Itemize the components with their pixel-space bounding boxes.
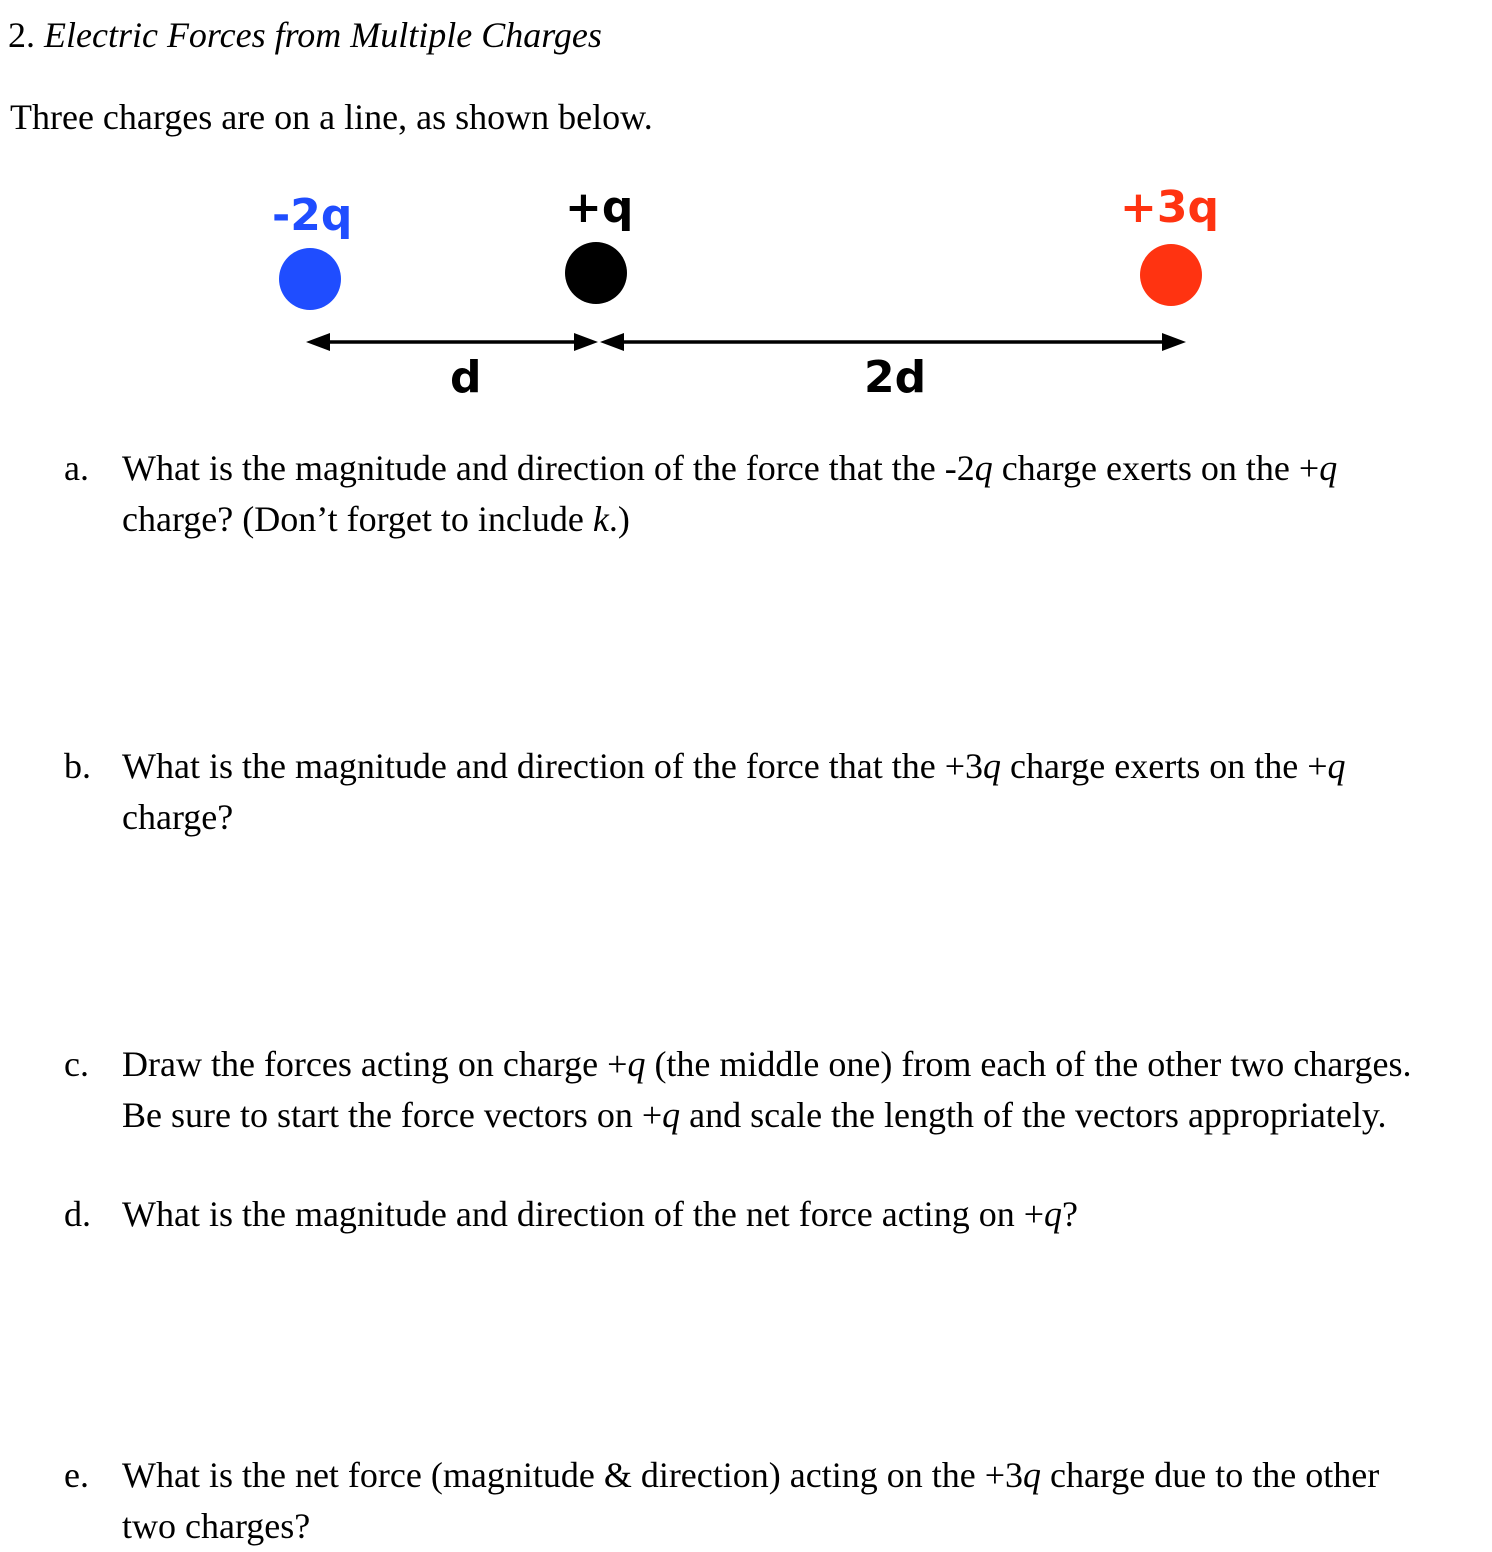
section-number: 2.: [8, 15, 35, 55]
question-letter: a.: [64, 448, 89, 488]
distance-label-2d: 2d: [864, 352, 927, 403]
charge-positive-3q-dot: [1140, 244, 1202, 306]
distance-arrow-2d: [600, 333, 1186, 351]
question-letter: c.: [64, 1044, 89, 1084]
question-text: What is the net force (magnitude & direction) acting on the +3q charge due to the other two charges?: [122, 1455, 1380, 1546]
question-letter: e.: [64, 1455, 89, 1495]
intro-text: Three charges are on a line, as shown below.: [10, 97, 653, 137]
charge-label-positive-q: +q: [565, 182, 634, 233]
charge-negative-2q-dot: [279, 248, 341, 310]
charge-label-negative-2q: -2q: [272, 190, 353, 241]
question-letter: d.: [64, 1194, 91, 1234]
charge-label-positive-3q: +3q: [1120, 182, 1219, 233]
distance-label-d: d: [450, 352, 482, 403]
question-text: What is the magnitude and direction of the net force acting on +q?: [122, 1194, 1078, 1234]
question-text: What is the magnitude and direction of the force that the -2q charge exerts on the +q charge? (Don’t forget to include k.): [122, 448, 1338, 539]
section-title: Electric Forces from Multiple Charges: [44, 15, 602, 55]
question-letter: b.: [64, 746, 91, 786]
distance-arrow-d: [306, 333, 598, 351]
question-text: Draw the forces acting on charge +q (the middle one) from each of the other two charges. Be sure to start the force vectors on +q and scale the length of the vectors appropriately.: [122, 1044, 1412, 1135]
charge-positive-q-dot: [565, 242, 627, 304]
charges-diagram: [0, 0, 1492, 440]
question-text: What is the magnitude and direction of the force that the +3q charge exerts on the +q charge?: [122, 746, 1346, 837]
